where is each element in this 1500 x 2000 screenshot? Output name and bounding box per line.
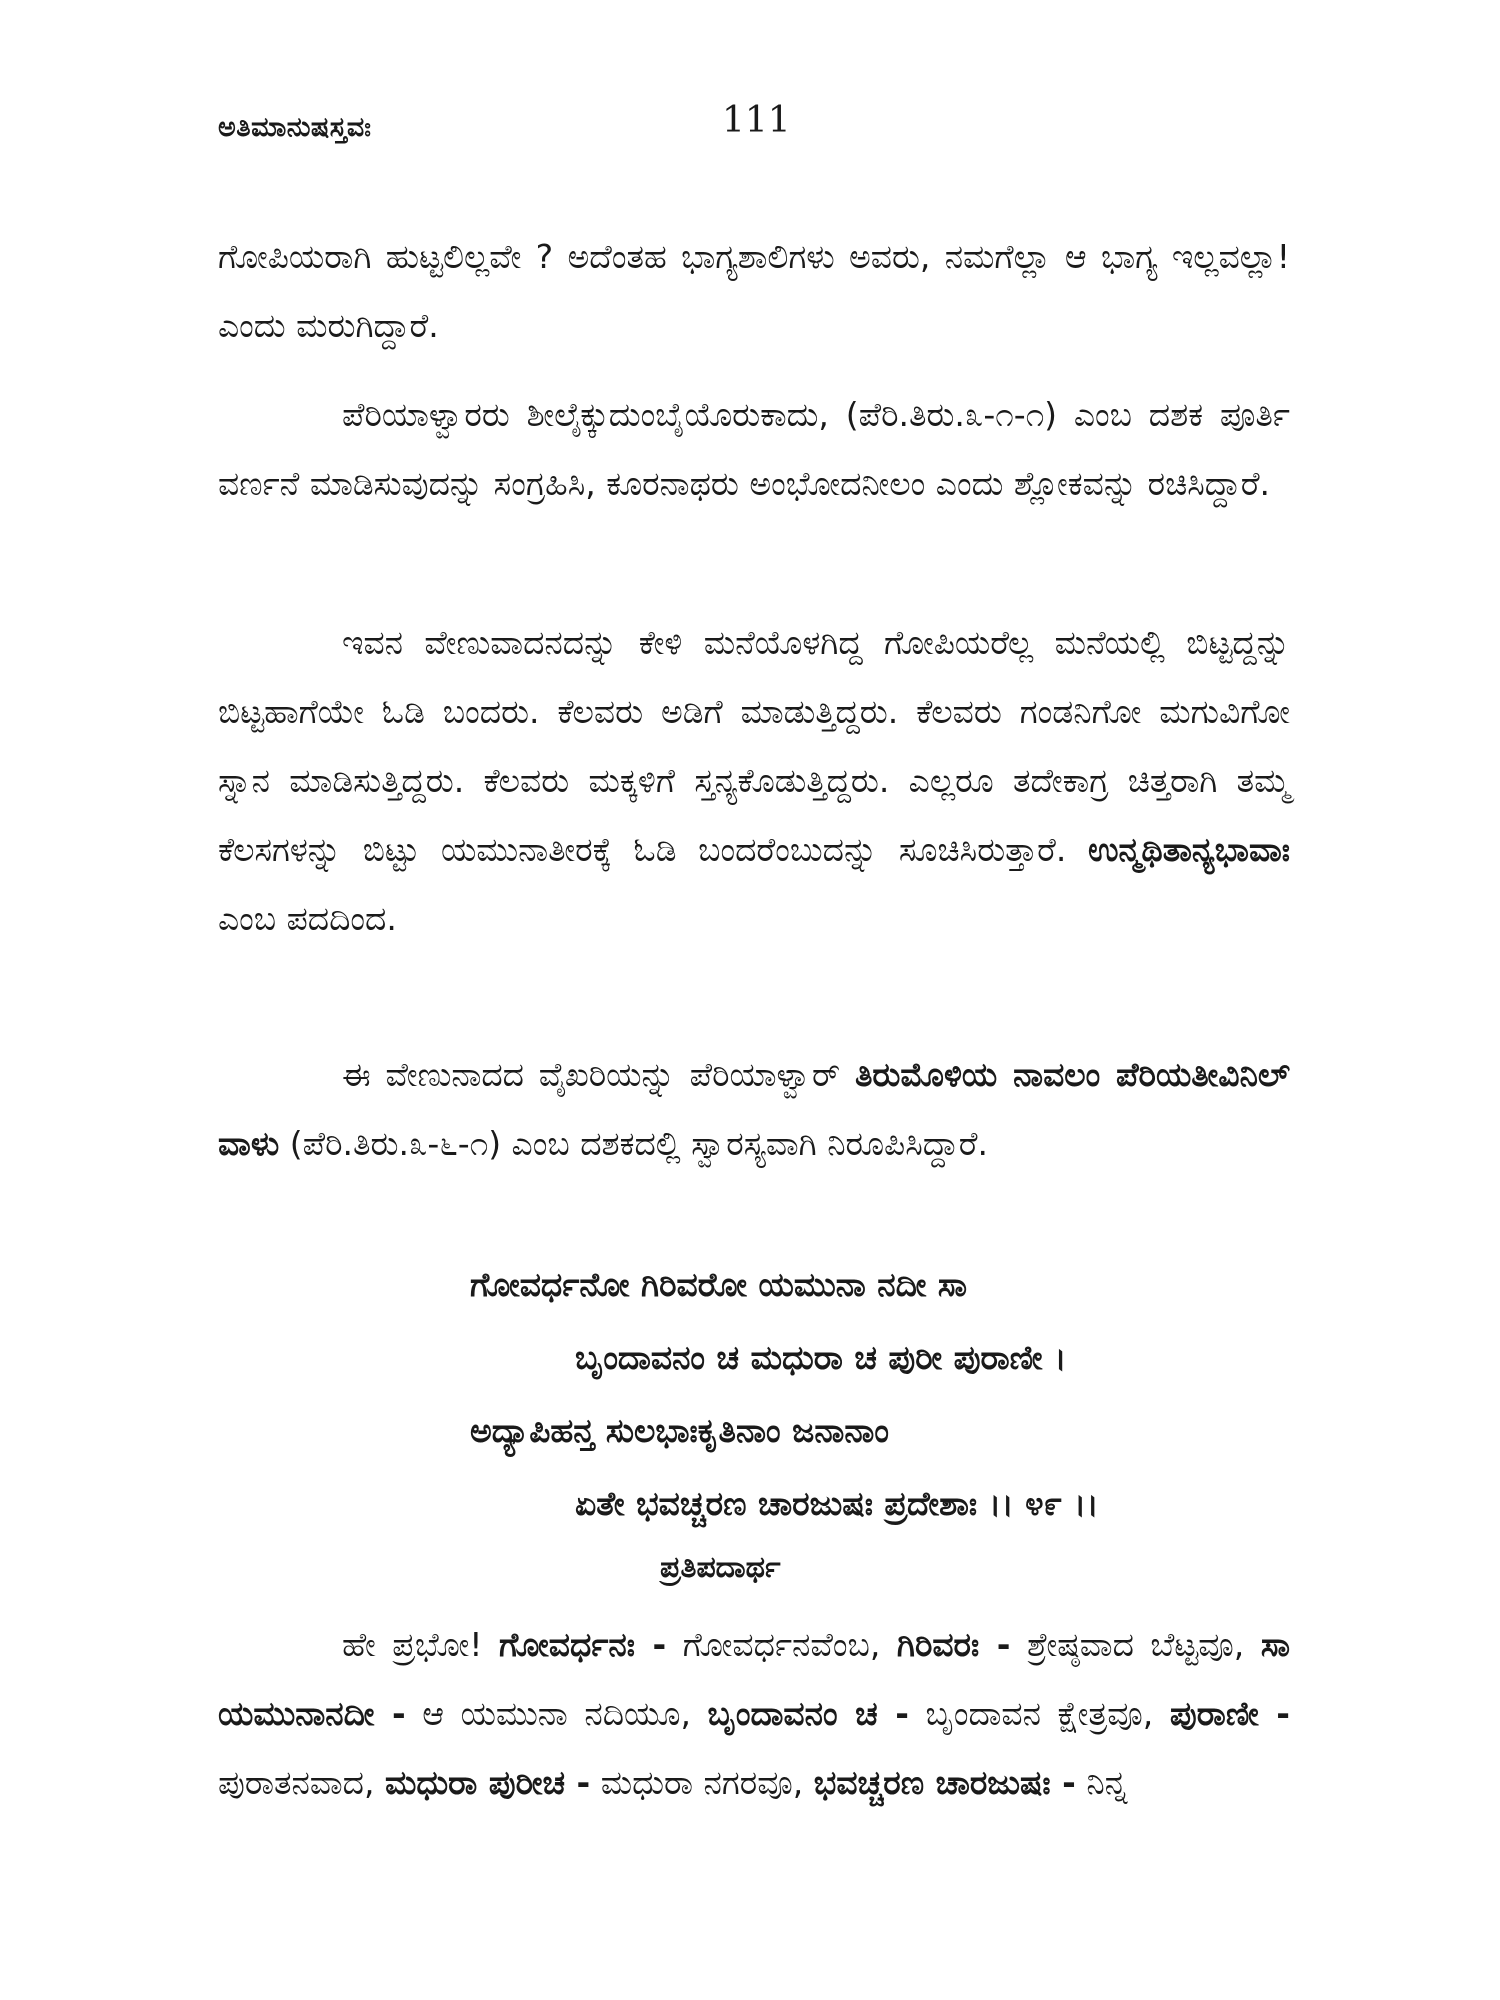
paragraph-4 [218,1040,1290,1178]
gloss-meaning-3: ಆ ಯಮುನಾ ನದಿಯೂ, [422,1694,691,1733]
verse-line-2: ಬೃಂದಾವನಂ ಚ ಮಧುರಾ ಚ ಪುರೀ ಪುರಾಣೀ । [575,1338,1067,1377]
paragraph-3-tail: ಎಂಬ ಪದದಿಂದ. [218,899,397,938]
paragraph-3-bold-term: ಉನ್ಮಥಿತಾನ್ಯಭಾವಾಃ [1088,830,1290,869]
page-number: 111 [722,100,791,141]
pratipadartha-intro: ಹೇ ಪ್ರಭೋ! [342,1625,483,1664]
verse-line-4: ಏತೇ ಭವಚ್ಚರಣ ಚಾರಜುಷಃ ಪ್ರದೇಶಾಃ ।। ೪೯ ।। [575,1484,1099,1523]
gloss-meaning-2: ಶ್ರೇಷ್ಠವಾದ ಬೆಟ್ಟವೂ, [1027,1625,1245,1664]
gloss-term-3: ಸಾ ಯಮುನಾನದೀ - [218,1625,1291,1733]
paragraph-3 [218,608,1290,953]
gloss-meaning-4: ಬೃಂದಾವನ ಕ್ಷೇತ್ರವೂ, [925,1694,1154,1733]
gloss-meaning-1: ಗೋವರ್ಧನವೆಂಬ, [682,1625,881,1664]
paragraph-4-text-a: ಈ ವೇಣುನಾದದ ವೈಖರಿಯನ್ನು ಪೆರಿಯಾಳ್ವಾರ್ [342,1055,841,1094]
gloss-term-2: ಗಿರಿವರಃ - [896,1625,1011,1664]
paragraph-2: ಪೆರಿಯಾಳ್ವಾರರು ಶೀಲೈಕ್ಕುದುಂಬೈಯೊರುಕಾದು, (ಪೆರಿ.ತಿರು.೩-೧-೧) ಎಂಬ ದಶಕ ಪೂರ್ತಿ ವರ್ಣನೆ ಮಾಡಿಸುವುದನ್ನು ಸಂಗ್ರಹಿಸಿ, ಕೂರನಾಥರು ಅಂಭೋದನೀಲಂ ಎಂದು ಶ್ಲೋಕವನ್ನು ರಚಿಸಿದ್ದಾರೆ. [218,395,1290,503]
pratipadartha-paragraph [218,1610,1290,1817]
gloss-term-6: ಮಧುರಾ ಪುರೀಚ - [384,1763,591,1802]
verse-line-1: ಗೋವರ್ಧನೋ ಗಿರಿವರೋ ಯಮುನಾ ನದೀ ಸಾ [470,1265,968,1304]
paragraph-3-text: ಇವನ ವೇಣುವಾದನದನ್ನು ಕೇಳಿ ಮನೆಯೊಳಗಿದ್ದ ಗೋಪಿಯರೆಲ್ಲ ಮನೆಯಲ್ಲಿ ಬಿಟ್ಟದ್ದನ್ನು ಬಿಟ್ಟಹಾಗೆಯೇ ಓಡಿ ಬಂದರು. ಕೆಲವರು ಅಡಿಗೆ ಮಾಡುತ್ತಿದ್ದರು. ಕೆಲವರು ಗಂಡನಿಗೋ ಮಗುವಿಗೋ ಸ್ನಾನ ಮಾಡಿಸುತ್ತಿದ್ದರು. ಕೆಲವರು ಮಕ್ಕಳಿಗೆ ಸ್ತನ್ಯಕೊಡುತ್ತಿದ್ದರು. ಎಲ್ಲರೂ ತದೇಕಾಗ್ರ ಚಿತ್ತರಾಗಿ ತಮ್ಮ ಕೆಲಸಗಳನ್ನು ಬಿಟ್ಟು ಯಮುನಾತೀರಕ್ಕೆ ಓಡಿ ಬಂದರೆಂಬುದನ್ನು ಸೂಚಿಸಿರುತ್ತಾರೆ. [218,623,1290,869]
gloss-term-4: ಬೃಂದಾವನಂ ಚ - [707,1694,909,1733]
gloss-term-1: ಗೋವರ್ಧನಃ - [499,1625,667,1664]
running-head: ಅತಿಮಾನುಷಸ್ತವಃ [218,112,372,143]
pratipadartha-heading: ಪ್ರತಿಪದಾರ್ಥ [660,1550,781,1585]
gloss-meaning-5: ಪುರಾತನವಾದ, [218,1763,375,1802]
gloss-term-5: ಪುರಾಣೀ - [1169,1694,1290,1733]
paragraph-1: ಗೋಪಿಯರಾಗಿ ಹುಟ್ಟಲಿಲ್ಲವೇ ? ಅದೆಂತಹ ಭಾಗ್ಯಶಾಲಿಗಳು ಅವರು, ನಮಗೆಲ್ಲಾ ಆ ಭಾಗ್ಯ ಇಲ್ಲವಲ್ಲಾ! ಎಂದು ಮರುಗಿದ್ದಾರೆ. [218,237,1290,345]
verse-line-3: ಅದ್ಯಾಪಿಹನ್ತ ಸುಲಭಾಃಕೃತಿನಾಂ ಜನಾನಾಂ [470,1411,889,1450]
gloss-meaning-6: ಮಧುರಾ ನಗರವೂ, [600,1763,804,1802]
gloss-meaning-7: ನಿನ್ನ [1086,1763,1128,1802]
paragraph-4-bold-term: ತಿರುಮೊಳಿಯ ನಾವಲಂ ಪೆರಿಯತೀವಿನಿಲ್ ವಾಳು [218,1055,1290,1163]
gloss-term-7: ಭವಚ್ಚರಣ ಚಾರಜುಷಃ - [813,1763,1076,1802]
paragraph-4-text-b: (ಪೆರಿ.ತಿರು.೩-೬-೧) ಎಂಬ ದಶಕದಲ್ಲಿ ಸ್ವಾರಸ್ಯವಾಗಿ ನಿರೂಪಿಸಿದ್ದಾರೆ. [289,1124,988,1163]
